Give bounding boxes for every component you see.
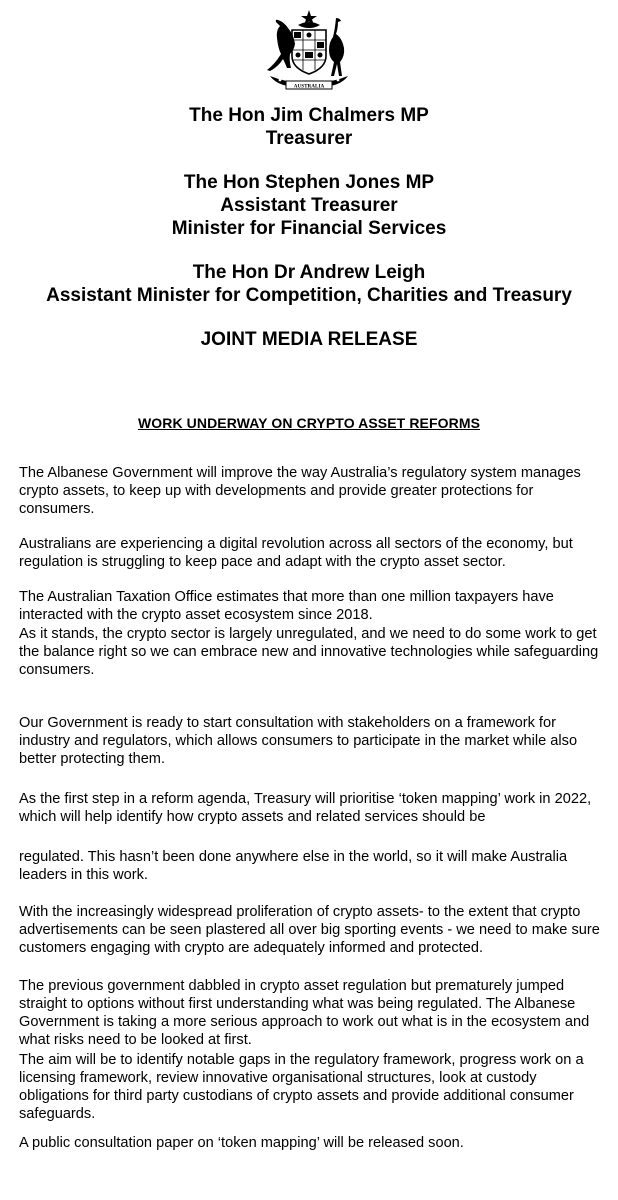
minister-role: Assistant Minister for Competition, Charities and Treasury xyxy=(46,285,572,306)
minister-block-3 xyxy=(0,261,618,307)
body-paragraph: As the first step in a reform agenda, Treasury will prioritise ‘token mapping’ work in 2022, which will help identify how crypto assets and related services should be xyxy=(19,791,592,825)
crest-wreath xyxy=(298,22,320,28)
minister-role: Assistant Treasurer xyxy=(220,195,398,216)
minister-role: Treasurer xyxy=(265,128,353,149)
kangaroo-figure xyxy=(267,20,295,71)
body-paragraph: With the increasingly widespread proliferation of crypto assets- to the extent that crypto advertisements can be seen plastered all over big sporting events - we need to make sure customers engaging with crypto are adequately informed and protected. xyxy=(19,904,600,956)
body-paragraph: The aim will be to identify notable gaps in the regulatory framework, progress work on a licensing framework, review innovative organisational structures, look at custody obligations for third party custodians of crypto assets and provide additional consumer safeguards. xyxy=(19,1052,584,1122)
body-paragraph: The previous government dabbled in crypto asset regulation but prematurely jumped straight to options without first understanding what was being regulated. The Albanese Government is taking a more serious approach to work out what is in the ecosystem and what risks need to be looked at first. xyxy=(19,978,590,1048)
release-type: JOINT MEDIA RELEASE xyxy=(200,329,418,350)
body-paragraph: Australians are experiencing a digital revolution across all sectors of the economy, but regulation is struggling to keep pace and adapt with the crypto asset sector. xyxy=(19,536,573,570)
minister-name: The Hon Jim Chalmers MP xyxy=(189,105,429,126)
release-headline: WORK UNDERWAY ON CRYPTO ASSET REFORMS xyxy=(137,415,481,431)
minister-block-1 xyxy=(0,104,618,150)
coat-of-arms-image xyxy=(262,8,356,94)
minister-block-2 xyxy=(0,171,618,240)
body-paragraph: The Albanese Government will improve the way Australia’s regulatory system manages crypto assets, to keep up with developments and provide greater protections for consumers. xyxy=(19,465,581,517)
emu-figure xyxy=(329,18,344,76)
crest-motto: AUSTRALIA xyxy=(293,83,325,90)
body-paragraph: Our Government is ready to start consultation with stakeholders on a framework for industry and regulators, which allows consumers to participate in the market while also better protecting them. xyxy=(19,715,578,767)
header-block xyxy=(0,104,618,351)
body-paragraph: A public consultation paper on ‘token mapping’ will be released soon. xyxy=(19,1135,464,1151)
minister-name: The Hon Stephen Jones MP xyxy=(183,172,435,193)
body-paragraph: As it stands, the crypto sector is largely unregulated, and we need to do some work to get the balance right so we can embrace new and innovative technologies while safeguarding consumers. xyxy=(19,626,599,678)
minister-name: The Hon Dr Andrew Leigh xyxy=(192,262,426,283)
crest-shield xyxy=(292,30,326,74)
body-paragraph: The Australian Taxation Office estimates that more than one million taxpayers have interacted with the crypto asset ecosystem since 2018. xyxy=(19,589,554,623)
minister-role: Minister for Financial Services xyxy=(171,218,447,239)
body-paragraph: regulated. This hasn’t been done anywhere else in the world, so it will make Australia leaders in this work. xyxy=(19,849,568,883)
